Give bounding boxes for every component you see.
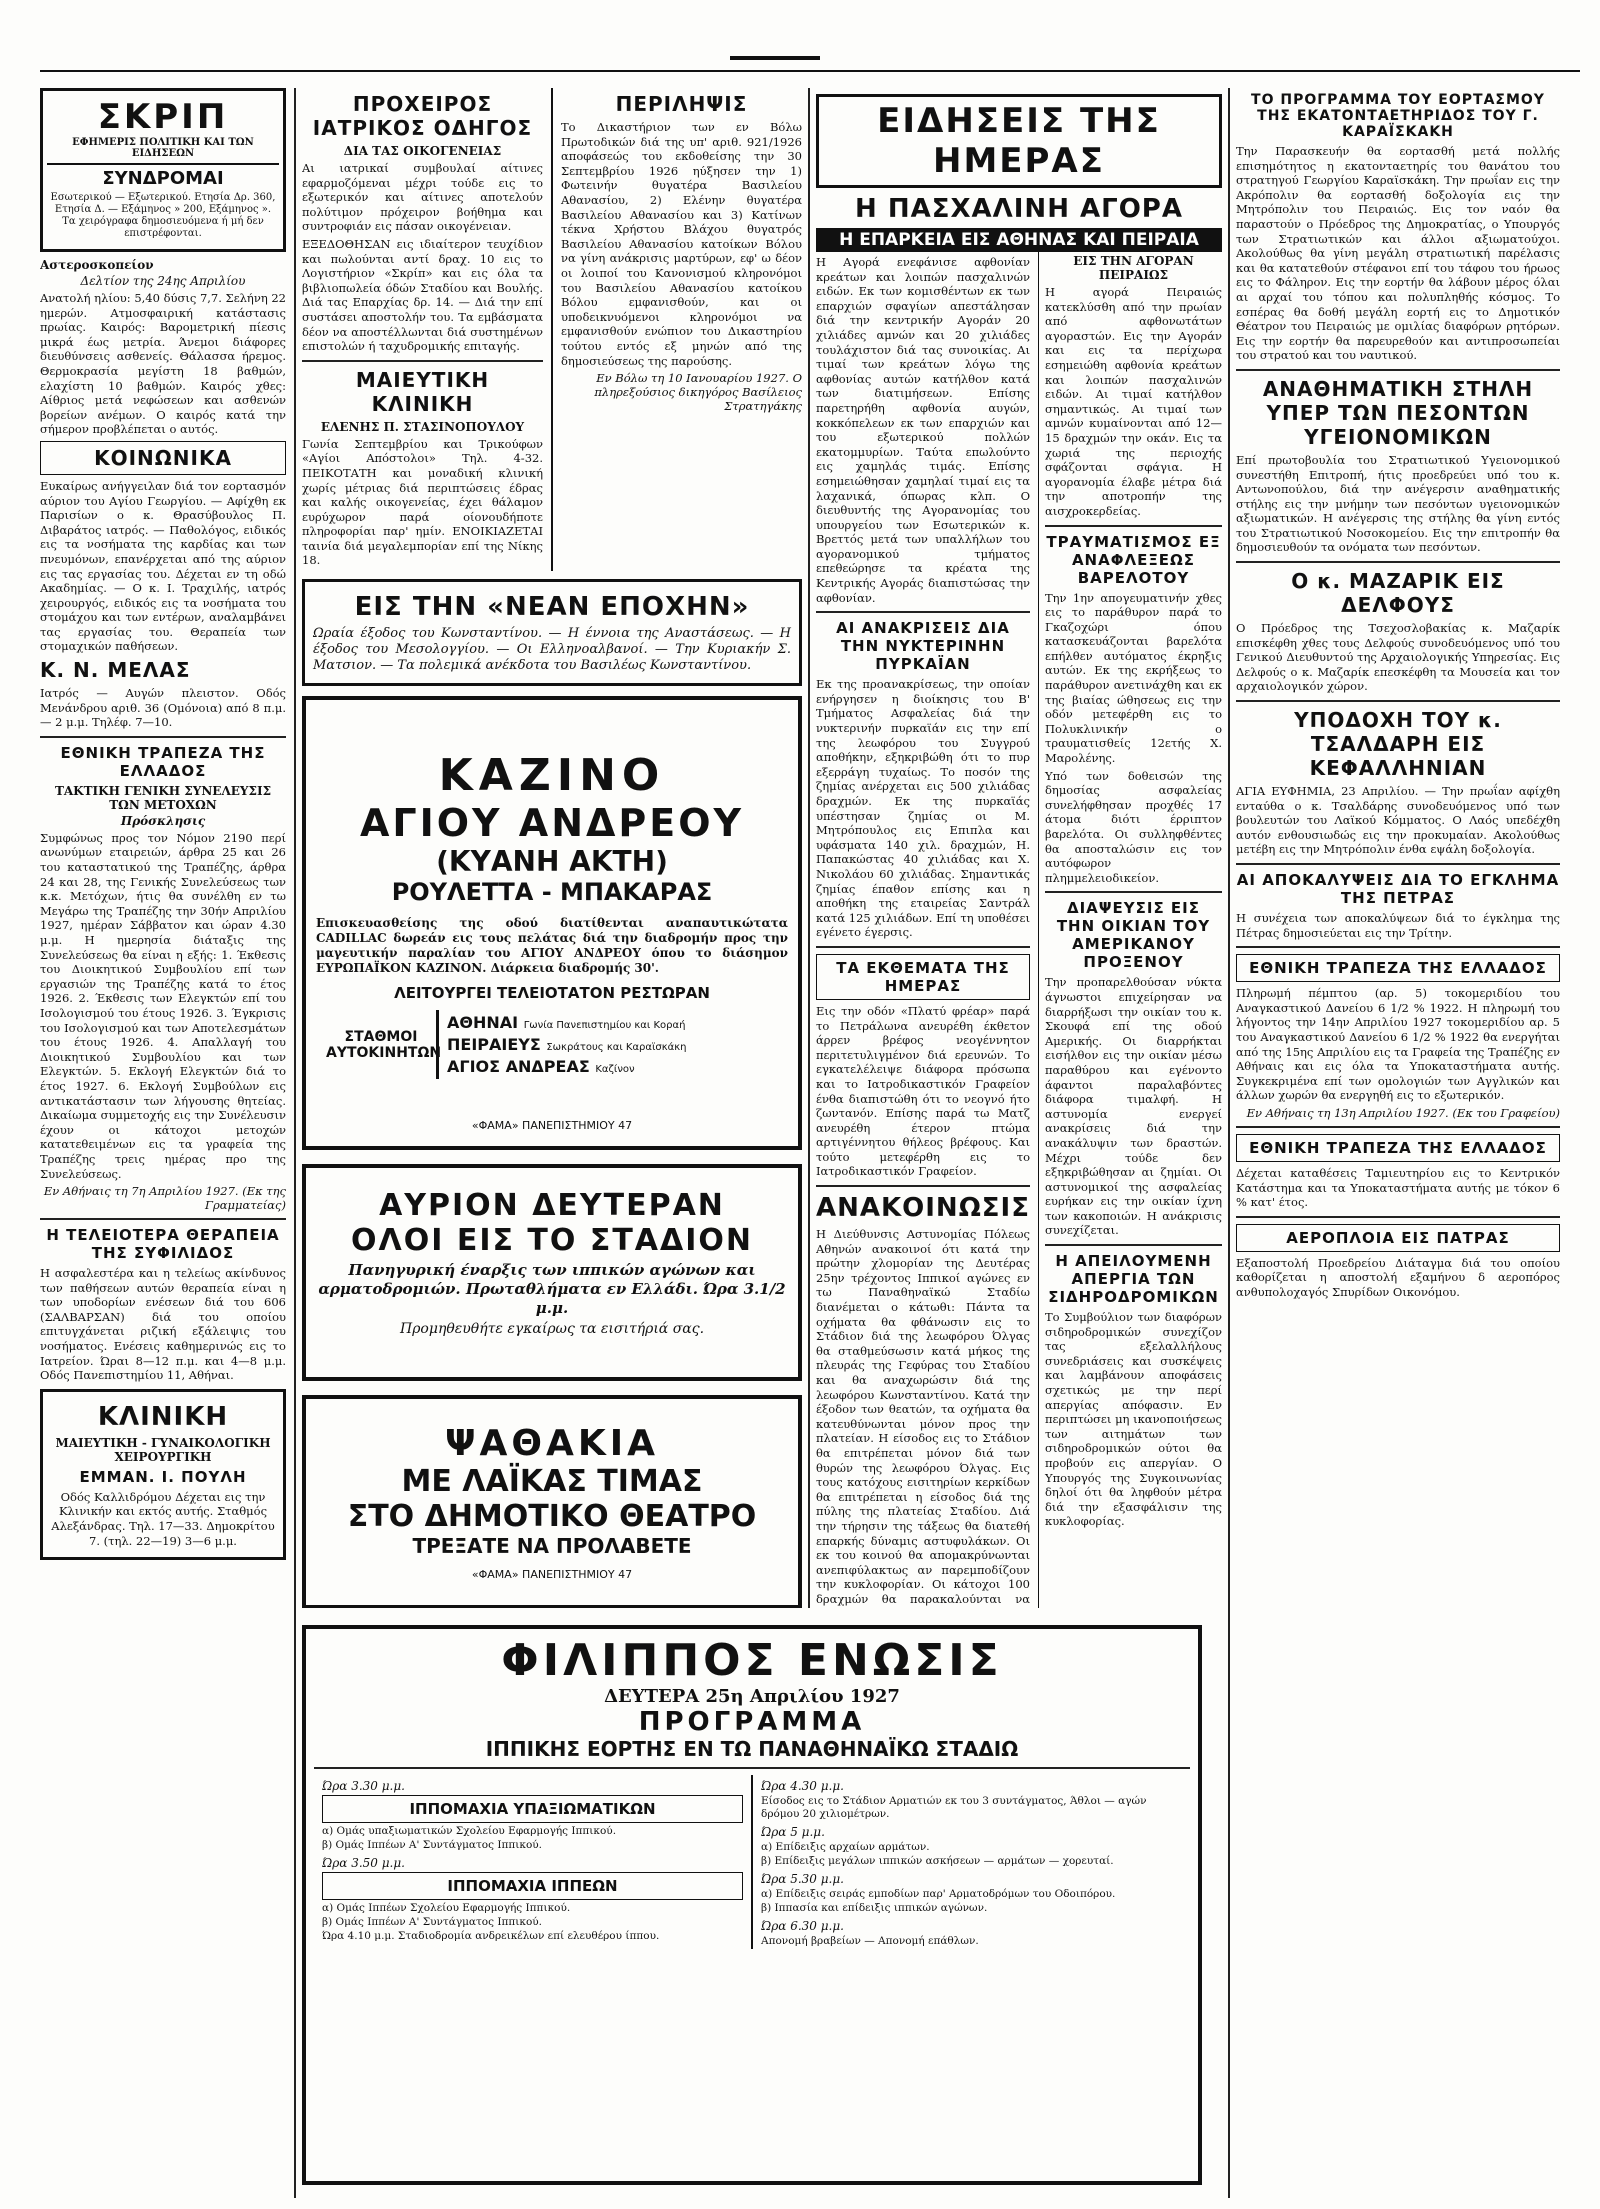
savings-heading: ΕΘΝΙΚΗ ΤΡΑΠΕΖΑ ΤΗΣ ΕΛΛΑΔΟΣ [1236, 1134, 1560, 1162]
nea-epochi-ad [302, 579, 802, 686]
station-athens: ΑΘΗΝΑΙ Γωνία Πανεπιστημίου και Κοραή [447, 1013, 686, 1033]
maternity-text: Γωνία Σεπτεμβρίου και Τρικούφων «Αγίοι Απόστολοι» Τηλ. 4-32. ΠΕΙΚΟΤΑΤΗ και μοναδική κλινική χωρίς μέτριας διά περιπτώσεις έδρας και καλής οικογενείας, έχει θάλαμον ευρύχωρον παρά οίονουδήποτε πληροφορίαι παρ' ημίν. ΕΝΟΙΚΙΑΖΕΤΑΙ ταινία διά μεγαλεμπορίαν επί της Νίκης 18. [302, 436, 543, 568]
accident-heading: ΤΡΑΥΜΑΤΙΣΜΟΣ ΕΞ ΑΝΑΦΛΕΞΕΩΣ ΒΑΡΕΛΟΤΟΥ [1046, 532, 1221, 587]
top-rule [40, 70, 1580, 72]
program-right [751, 1775, 1190, 1949]
medical-guide-subheading: ΔΙΑ ΤΑΣ ΟΙΚΟΓΕΝΕΙΑΣ [343, 144, 502, 158]
program-title: ΦΙΛΙΠΠΟΣ ΕΝΩΣΙΣ [501, 1635, 1003, 1686]
social-heading: ΚΟΙΝΩΝΙΚΑ [40, 441, 286, 475]
social-text-2: Ιατρός — Αυγών πλειστον. Οδός Μενάνδρου αριθ. 36 (Ομόνοια) από 8 π.μ. — 2 μ.μ. Τηλέφ. 7—10. [40, 686, 286, 730]
medical-guide [302, 88, 543, 571]
program-block: Ώρα 4.30 μ.μ. Είσοδος εις το Στάδιον Αρματιών εκ του 3 συντάγματος, Άθλοι — αγών δρόμου 20 χιλιομέτρων. [761, 1779, 1147, 1820]
casino-title: ΚΑΖΙΝΟ [438, 750, 666, 802]
clinic-heading: ΚΛΙΝΙΚΗ [97, 1401, 229, 1432]
casino-title-3: (ΚΥΑΝΗ ΑΚΤΗ) [436, 845, 668, 879]
tsaldaris-text: ΑΓΙΑ ΕΥΦΗΜΙΑ, 23 Απριλίου. — Την πρωΐαν αφίχθη ενταύθα ο κ. Τσαλδάρης συνοδευόμενος υπό των βουλευτών του Λαϊκού Κόμματος. Ο Λαός υπεδέχθη αυτόν ενθουσιωδώς εις την προκυμαίαν. Ακολούθως μετέβη εις την Μητρόπολιν ένθα εψάλη δοξολογία. [1236, 784, 1560, 857]
air-heading: ΑΕΡΟΠΛΟΙΑ ΕΙΣ ΠΑΤΡΑΣ [1236, 1224, 1560, 1252]
casino-text: Επισκευασθείσης της οδού διατίθενται αναπαυτικώτατα CADILLAC δωρεάν εις τους πελάτας διά την διαδρομήν προς την μαγευτικήν παραλίαν του ΑΓΙΟΥ ΑΝΔΡΕΟΥ όπου το διάσημον ΕΥΡΩΠΑΪΚΟΝ ΚΑΖΙΝΟΝ. Διάρκεια διαδρομής 30'. [316, 916, 788, 976]
mazarik-heading: Ο κ. ΜΑΖΑΡΙΚ ΕΙΣ ΔΕΛΦΟΥΣ [1291, 569, 1505, 618]
column-rule [294, 88, 296, 2198]
psathakia-heading-4: ΤΡΕΞΑΤΕ ΝΑ ΠΡΟΛΑΒΕΤΕ [412, 1534, 692, 1559]
therapy-heading: Η ΤΕΛΕΙΟΤΕΡΑ ΘΕΡΑΠΕΙΑ ΤΗΣ ΣΥΦΙΛΙΔΟΣ [46, 1226, 280, 1263]
program-block: Ώρα 6.30 μ.μ. Απονομή βραβείων — Απονομή επάθλων. [761, 1919, 979, 1947]
fama-credit: «ΦΑΜΑ» ΠΑΝΕΠΙΣΤΗΜΙΟΥ 47 [471, 1119, 633, 1133]
easter-text: Η Αγορά ενεφάνισε αφθονίαν κρεάτων και λοιπών πασχαλινών ειδών. Εκ των κομισθέντων εκ των επαρχιών σφαγίων απεστάλησαν διά την κεντρικήν Αγοράν 20 χιλιάδες αμνών και 20 χιλιάδες τουλάχιστον διά τας συνοικίας. Αι τιμαί των κρεάτων λόγω της αφθονίας αυτών κατήλθον κατά των διατιμήσεων. Επίσης παρετηρήθη αφθονία αυγών, κοκκόπελεων εκ των επαρχιών και του εξωτερικού πολλών εκατομμυρίων. Ταύτα επωλούντο εις χαμηλάς τιμάς. Επίσης εσημειώθησαν χαμηλαί τιμαί εις τα λαχανικά, όπωρας κλπ. Ο διευθυντής της Αγορανομίας του υπουργείου των Εσωτερικών κ. Βρεττός μετά των υπαλλήλων του αγορανομικού τμήματος επεθεώρησε τα κρέατα της Κεντρικής Αγοράς διαπιστώσας την αφθονίαν. [816, 255, 1030, 605]
clinic-name: ΕΜΜΑΝ. Ι. ΠΟΥΛΗ [79, 1467, 247, 1486]
news-banner: ΕΙΔΗΣΕΙΣ ΤΗΣ ΗΜΕΡΑΣ [816, 94, 1222, 188]
announcement-heading: ΑΝΑΚΟΙΝΩΣΙΣ [816, 1193, 1030, 1224]
nea-epochi-heading: ΕΙΣ ΤΗΝ «ΝΕΑΝ ΕΠΟΧΗΝ» [354, 592, 750, 623]
car-stations-label: ΣΤΑΘΜΟΙ ΑΥΤΟΚΙΝΗΤΩΝ [326, 1028, 442, 1061]
casino-restaurant: ΛΕΙΤΟΥΡΓΕΙ ΤΕΛΕΙΟΤΑΤΟΝ ΡΕΣΤΩΡΑΝ [394, 984, 710, 1003]
petras-text: Η συνέχεια των αποκαλύψεων διά το έγκλημα της Πέτρας δημοσιεύεται εις την Τρίτην. [1236, 911, 1560, 940]
stadium-note: Προμηθευθήτε εγκαίρως τα εισιτήριά σας. [399, 1321, 705, 1338]
summary-notice [551, 88, 802, 571]
summary-heading: ΠΕΡΙΛΗΨΙΣ [615, 92, 748, 116]
exhibit-text: Εις την οδόν «Πλατύ φρέαρ» παρά το Πετράλωνα ανευρέθη έκθετον άρρεν βρέφος νεογέννητον περιτετυλιγμένον διά ερευνών. Το εγκατελέλειψε διάφορα πρόσωπα και το Ιατροδικαστικόν Γραφείον ένθα διαπιστώθη ότι το νεογνό ήτο ζωντανόν. Επίσης παρά τω Ματζ ανευρέθη έτερον πτώμα αρτιγέννητου θήλεος βρέφους. Και τούτο μετεφέρθη εις το Ιατροδικαστικόν Γραφείον. [816, 1003, 1030, 1179]
accident-text-2: Υπό των δοθεισών της δημοσίας ασφαλείας συνελήφθησαν προχθές 17 άτομα διότι έρριπτον βαρελότα. Οι συλληφθέντες θα αποσταλώσιν εις τον αυτόφωρον πλημμελειοδικείον. [1045, 768, 1222, 885]
casino-title-2: ΑΓΙΟΥ ΑΝΔΡΕΟΥ [359, 801, 745, 846]
piraeus-text: Η αγορά Πειραιώς κατεκλύσθη από την πρωίαν από αφθονωτάτων αγοραστών. Εις την Αγοράν και εις τα περίχωρα εσημειώθη αφθονία κρεάτων και λοιπών πασχαλινών ειδών. Αι τιμαί κατήλθον σημαντικώς. Αι τιμαί των αμνών κυμαίνονται από 12—15 δραχμών την οκάν. Εις τα χωριά της περιοχής σφάζονται σφάγια. Η αγορανομία έλαβε μέτρα διά την αποτροπήν της αισχροκερδείας. [1045, 285, 1222, 518]
program-left [314, 1775, 751, 1949]
column-2 [302, 88, 802, 1608]
maternity-heading: ΜΑΙΕΥΤΙΚΗ ΚΛΙΝΙΚΗ [355, 367, 490, 416]
arrests-heading: ΑΙ ΑΝΑΚΡΙΣΕΙΣ ΔΙΑ ΤΗΝ ΝΥΚΤΕΡΙΝΗΝ ΠΥΡΚΑΪΑΝ [836, 619, 1010, 674]
savings-text: Δέχεται καταθέσεις Ταμιευτηρίου εις το Κεντρικόν Κατάστημα και τα Υποκαταστήματα αυτής με τόκον 6 % κατ' έτος. [1236, 1165, 1560, 1210]
stadium-heading: ΑΥΡΙΟΝ ΔΕΥΤΕΡΑΝ [379, 1188, 725, 1224]
tsaldaris-heading: ΥΠΟΔΟΧΗ ΤΟΥ κ. ΤΣΑΛΔΑΡΗ ΕΙΣ ΚΕΦΑΛΛΗΝΙΑΝ [1294, 708, 1502, 781]
program-grid [314, 1775, 1190, 1949]
news-columns [816, 252, 1222, 1608]
bank-notice-signature: Εν Αθήναις τη 13η Απριλίου 1927. (Εκ του Γραφείου) [1246, 1105, 1560, 1120]
subscriptions-text: Εσωτερικού — Εξωτερικού. Ετησία Δρ. 360, Ετησία Δ. — Εξάμηνος » 200, Εξάμηνος ». Τα χειρόγραφα δημοσιευόμενα ή μή δεν επιστρέφονται. [50, 192, 276, 239]
news-column-b [1038, 252, 1222, 1608]
bank-notice-text: Πληρωμή πέμπτου (αρ. 5) τοκομεριδίου του Αναγκαστικού Δανείου 6 1/2 % 1922. Η πληρωμή του λήγοντος την 14ην Απριλίου 1927 τοκομεριδίου αρ. 5 του Αναγκαστικού Δανείου 6 1/2 % 1922 θα ενεργήται από της 15ης Απριλίου εις τα Γραφεία της Τραπέζης εν Αθήναις και εις όλα τα Υποκαταστήματα αυτής. Συγκεκριμένα επί των ομολογιών των Αγγλικών και άλλων χωρών θα ενεργηθή εις το εξωτερικόν. [1236, 986, 1560, 1103]
subscriptions-title: ΣΥΝΔΡΟΜΑΙ [47, 163, 279, 189]
nea-epochi-text: Ωραία έξοδος του Κωνσταντίνου. — Η έννοια της Αναστάσεως. — Η έξοδος του Μεσολογγίου. — Οι Ελληνοαλβανοί. — Την Κυριακήν Σ. Ματσιον. — Τα πολεμικά ανέκδοτα του Βασιλέως Κωνσταντίνου. [313, 626, 791, 674]
weather-subheading: Δελτίον της 24ης Απριλίου [80, 274, 246, 288]
psathakia-heading-3: ΣΤΟ ΔΗΜΟΤΙΚΟ ΘΕΑΤΡΟ [347, 1499, 757, 1535]
accident-text: Την 1ην απογευματινήν χθες εις το παράθυρον παρά το Γκαζοχώρι όπου κατασκευάζονται βαρελότα επήλθεν αυτόματος έκρηξις αυτών. Εκ της εκρήξεως το παράθυρον ανετινάχθη και εκ της βιαίας ώθησεως εις την οδόν μετεφέρθη εις το Πολυκλινικήν ο τραυματισθείς 12ετής Χ. Μαρολένης. [1045, 590, 1222, 766]
column-rule-2 [808, 88, 810, 1608]
therapy-text: Η ασφαλεστέρα και η τελείως ακίνδυνος των παθήσεων αυτών θεραπεία είναι η των υποδορίων ενέσεων διά του 606 (ΣΑΛΒΑΡΣΑΝ) διά του οποίου επιτυγχάνεται ριζική εξάλειψις του νοσήματος. Ενέσεις καθημερινώς εις το Ιατρείον. Ώραι 8—12 π.μ. και 4—8 μ.μ. Οδός Πανεπιστημίου 11, Αθήναι. [40, 1266, 286, 1383]
air-text: Εξαποστολή Προεδρείου Διάταγμα διά του οποίου καθορίζεται η αποστολή εξαμήνου δ αεροπόρος ανθυπολοχαγός Σπυρίδων Οικονόμου. [1236, 1255, 1560, 1299]
station-piraeus: ΠΕΙΡΑΙΕΥΣ Σωκράτους και Καραϊσκάκη [447, 1035, 687, 1055]
medical-guide-text: Αι ιατρικαί συμβουλαί αίτινες εφαρμοζόμεναι μέχρι τούδε εις το εξωτερικόν και αίτινες αποτελούν πολύτιμον πρόχειρον βοήθημα και συντροφιάν εις πάσαν οικογένειαν. [302, 161, 543, 234]
psathakia-heading-2: ΜΕ ΛΑΪΚΑΣ ΤΙΜΑΣ [401, 1464, 703, 1500]
bank-signature: Εν Αθήναις τη 7η Απριλίου 1927. (Εκ της Γραμματείας) [43, 1184, 286, 1213]
petras-heading: ΑΙ ΑΠΟΚΑΛΥΨΕΙΣ ΔΙΑ ΤΟ ΕΓΚΛΗΜΑ ΤΗΣ ΠΕΤΡΑΣ [1236, 871, 1560, 907]
weather-heading: Αστεροσκοπείον [40, 258, 154, 272]
exhibit-heading: ΤΑ ΕΚΘΕΜΑΤΑ ΤΗΣ ΗΜΕΡΑΣ [816, 954, 1030, 1000]
bank-notice-heading: ΕΘΝΙΚΗ ΤΡΑΠΕΖΑ ΤΗΣ ΕΛΛΑΔΟΣ [1236, 954, 1560, 982]
medical-guide-heading: ΠΡΟΧΕΙΡΟΣ ΙΑΤΡΙΚΟΣ ΟΔΗΓΟΣ [312, 92, 533, 140]
rail-strike-heading: Η ΑΠΕΙΛΟΥΜΕΝΗ ΑΠΕΡΓΙΑ ΤΩΝ ΣΙΔΗΡΟΔΡΟΜΙΚΩΝ [1048, 1252, 1219, 1307]
psathakia-heading: ΨΑΘΑΚΙΑ [444, 1423, 660, 1465]
car-stations-list [436, 1010, 686, 1079]
program-block: Ώρα 5 μ.μ. α) Επίδειξις αρχαίων αρμάτων. β) Επίδειξις μεγάλων ιππικών ασκήσεων — αρμάτων — χορευταί. [761, 1825, 1114, 1867]
masthead-title: ΣΚΡΙΠ [97, 97, 229, 137]
car-stations [326, 1010, 778, 1079]
piraeus-heading: ΕΙΣ ΤΗΝ ΑΓΟΡΑΝ ΠΕΙΡΑΙΩΣ [1073, 254, 1194, 282]
masthead-subtitle: ΕΦΗΜΕΡΙΣ ΠΟΛΙΤΙΚΗ ΚΑΙ ΤΩΝ ΕΙΔΗΣΕΩΝ [72, 137, 254, 159]
mazarik-text: Ο Πρόεδρος της Τσεχοσλοβακίας κ. Μαζαρίκ επισκέφθη χθες τους Δελφούς συνοδευόμενος υπό του Γενικού Διευθυντού της Αρχαιολογικής Υπηρεσίας. Εις Δελφούς ο κ. Μαζαρίκ επεσκέφθη τα Μουσεία και τον αρχαιολογικόν χώρον. [1236, 621, 1560, 694]
column-1 [40, 88, 286, 2198]
arrests-text: Εκ της προανακρίσεως, την οποίαν ενήργησεν η διοίκησις του Β' Τμήματος Ασφαλείας διά την νυκτερινήν πυρκαϊάν εις την επί της λεωφόρου του Συγγρού αποθήκην, εξηκριβώθη ότι το πυρ εξερράγη τυχαίως. Το ποσόν της ζημίας ανέρχεται εις 500 χιλιάδας δραχμών. Εκ της πυρκαϊάς υπέστησαν ζημίας οι Μ. Μητρόπουλος εις Επιπλα και υφάσματα 140 χιλ. δραχμών, Η. Παπακώστας 40 χιλιάδας και Χ. Νικολάου 60 χιλιάδας. Σημαντικάς ζημίας έπαθον επίσης και η αποθήκη της εταιρείας Σαντράλ κατά 125 χιλιάδων. Επί τη υποθέσει εγένετο έγερσις. [816, 677, 1030, 940]
stadium-heading-2: ΟΛΟΙ ΕΙΣ ΤΟ ΣΤΑΔΙΟΝ [351, 1223, 753, 1259]
psathakia-ad [302, 1395, 802, 1608]
stadium-ad [302, 1164, 802, 1381]
anniversary-text: Την Παρασκευήν θα εορτασθή μετά πολλής επισημότητος η εκατονταετηρίς του θανάτου του στρατηγού Γεωργίου Καραϊσκάκη. Την πρωΐαν εις την Ακρόπολιν θα εορτασθή δοξολογία εις την Μητρόπολιν του Πειραιώς. Εις τον ναόν θα παραστούν ο Πρόεδρος της Δημοκρατίας, ο Υπουργός των Στρατιωτικών και άλλοι αξιωματούχοι. Ακολούθως θα γίνη μεγάλη στρατιωτική παρέλασις και θα κατατεθούν στέφανοι επί του τάφου του ήρωος εις το Φάληρον. Εις την εορτήν θα λάβουν μέρος όλαι αι αρχαί του τόπου και πολυπληθής κόσμος. Το εσπέρας θα δοθή μεγάλη εορτή εις το Δημοτικόν Θέατρον του Πειραιώς με ομιλίας διαφόρων ρητόρων. Εις την εορτήν θα παρευρεθούν και αντιπροσωπείαι του στρατού και του ναυτικού. [1236, 144, 1560, 363]
column-2-top [302, 88, 802, 571]
casino-ad [302, 696, 802, 1150]
news-column-a [816, 252, 1030, 1608]
program-block: Ώρα 3.30 μ.μ. ΙΠΠΟΜΑΧΙΑ ΥΠΑΞΙΩΜΑΤΙΚΩΝ α) Ομάς υπαξιωματικών Σχολείου Εφαρμογής Ιππικού. β) Ομάς Ιππέων Α' Συντάγματος Ιππικού. [322, 1779, 743, 1852]
maternity-subheading: ΕΛΕΝΗΣ Π. ΣΤΑΣΙΝΟΠΟΥΛΟΥ [320, 419, 525, 434]
horse-program [302, 1625, 1202, 2185]
clinic-ad [40, 1389, 286, 1560]
bank-subheading-2: Πρόσκλησις [120, 813, 206, 828]
masthead [40, 88, 286, 252]
memorial-text: Επί πρωτοβουλία του Στρατιωτικού Υγειονομικού συνεστήθη Επιτροπή, ήτις προεδρεύει υπό του κ. Αντωνοπούλου, διά την ανέγερσιν αναθηματικής στήλης εις την μνήμην των πεσόντων υγειονομικών αξιωματικών. Η ανέγερσις της στήλης θα γίνη εντός του Στρατιωτικού Νοσοκομείου. Εις την επιτροπήν θα δημοσιευθούν τα ονόματα των πεσόντων. [1236, 452, 1560, 555]
social-name: Κ. Ν. ΜΕΛΑΣ [40, 658, 191, 683]
program-head: ΠΡΟΓΡΑΜΜΑ [638, 1707, 866, 1737]
program-subheading: ΙΠΠΙΚΗΣ ΕΟΡΤΗΣ ΕΝ ΤΩ ΠΑΝΑΘΗΝΑΪΚΩ ΣΤΑΔΙΩ [485, 1737, 1019, 1761]
announcement-text: Η Διεύθυνσις Αστυνομίας Πόλεως Αθηνών ανακοινοί ότι κατά την πρώτην χλομορίαν της Δευτέρας 25ην τρέχοντος Ιππικοί αγώνες εν τω Παναθηναϊκώ Σταδίω διανέμεται ο κάτωθι: Πάντα τα οχήματα θα φθάνωσιν εις το Στάδιον διά της λεωφόρου Όλγας θα σταθμεύσωσιν κατά μήκος της πλευράς της Γεφύρας του Σταδίου και θα αναχωρώσιν διά της λεωφόρου Κωνσταντίνου. Κατά την έξοδον των θεατών, τα οχήματα θα κατευθύνωνται μόνον προς την πλατείαν. Η είσοδος εις το Στάδιον θα επιτρέπεται μόνον διά των θυρών της λεωφόρου Όλγας. Εις τους κατόχους εισιτηρίων κερκίδων θα επιτρέπεται η είσοδος διά της πύλης της πλατείας Σταδίου. Διά την τήρησιν της τάξεως θα διατεθή επαρκής δύναμις αστυφυλάκων. Οι εκ του κοινού θα απομακρύνωνται ανεπιφύλακτως αν παρεμποδίζουν την κυκλοφορίαν. Οι κάτοχοι 100 δραχμών θα παρακαλούνται να [816, 1227, 1030, 1606]
casino-title-4: ΡΟΥΛΕΤΤΑ - ΜΠΑΚΑΡΑΣ [391, 878, 713, 907]
social-text: Ευκαίρως ανήγγειλαν διά τον εορτασμόν αύριον του Αγίου Γεωργίου. — Αφίχθη εκ Παρισίων ο κ. Θρασύβουλος Π. Διβαράτος ιατρός. — Παθολόγος, ειδικός εις τα νοσήματα της καρδίας και των πνευμόνων, επανέρχεται από της αύριον εις τας εργασίας του. Δέχεται εν τη οδώ Ακαδημίας. — Ο κ. Ι. Τραχιλής, ιατρός χειρουργός, ειδικός εις τα νοσήματα του στομάχου και των εντέρων, αναλαμβάνει τας εργασίας του. Θεραπεία των στομαχικών παθήσεων. [40, 478, 286, 654]
summary-signature: Εν Βόλω τη 10 Ιανουαρίου 1927. Ο πληρεξούσιος δικηγόρος Βασίλειος Στρατηγάκης [594, 371, 802, 414]
bank-heading: ΕΘΝΙΚΗ ΤΡΑΠΕΖΑ ΤΗΣ ΕΛΛΑΔΟΣ [60, 743, 266, 780]
rail-strike-text: Το Συμβούλιον των διαφόρων σιδηροδρομικών συνεχίζον τας εξελαλλήλους συνεδριάσεις και συσκέψεις και λαμβάνουν αποφάσεις σχετικώς με την περί απεργίας απόφασιν. Εν περιπτώσει μη ικανοποιήσεως των αιτημάτων των σιδηροδρομικών ούτοι θα προβούν εις απεργίαν. Ο Υπουργός της Συγκοινωνίας δηλοί ότι θα ληφθούν μέτρα διά την εξασφάλισιν της κυκλοφορίας. [1045, 1310, 1222, 1529]
bank-text: Συμφώνως προς τον Νόμον 2190 περί ανωνύμων εταιρειών, άρθρα 25 και 26 του καταστατικού της Τραπέζης, άρθρα 24 και 28, της Γενικής Συνελεύσεως των κ.κ. Μετόχων, ήτις θα συνέλθη εν τω Μεγάρω της Τραπέζης την 30ήν Απριλίου 1927, ημέραν Σάββατον και ώραν 4.30 μ.μ. Η ημερησία διάταξις της Συνελεύσεως θα είναι η εξής: 1. Έκθεσις του Διοικητικού Συμβουλίου επί των εργασιών της Τραπέζης κατά το έτος 1926. 2. Έκθεσις των Ελεγκτών επί του Ισολογισμού του έτους 1926. 3. Έγκρισις του Ισολογισμού και των Αποτελεσμάτων του έτους 1926. 4. Απαλλαγή του Διοικητικού Συμβουλίου και των Ελεγκτών. 5. Εκλογή Ελεγκτών διά το έτος 1927. 6. Εκλογή Συμβούλων εις αντικατάστασιν των λήγουσης θητείας. Δικαίωμα συμμετοχής εις την Συνέλευσιν έχουν οι κάτοχοι μετοχών κατατεθειμένων εις τα γραφεία της Τραπέζης τρεις ημέρας προ της Συνελεύσεως. [40, 830, 286, 1181]
program-block: Ώρα 3.50 μ.μ. ΙΠΠΟΜΑΧΙΑ ΙΠΠΕΩΝ α) Ομάς Ιππέων Σχολείου Εφαρμογής Ιππικού. β) Ομάς Ιππέων Α' Συντάγματος Ιππικού. Ώρα 4.10 μ.μ. Σταδιοδρομία ανδρεικέλων επί ελευθέρου ίππου. [322, 1856, 743, 1943]
clinic-subheading: ΜΑΙΕΥΤΙΚΗ - ΓΥΝΑΙΚΟΛΟΓΙΚΗ ΧΕΙΡΟΥΡΓΙΚΗ [55, 1435, 271, 1464]
memorial-heading: ΑΝΑΘΗΜΑΤΙΚΗ ΣΤΗΛΗ ΥΠΕΡ ΤΩΝ ΠΕΣΟΝΤΩΝ ΥΓΕΙΟΝΟΜΙΚΩΝ [1262, 376, 1534, 449]
weather-text: Ανατολή ηλίου: 5,40 δύσις 7,7. Σελήνη 22 ημερών. Ατμοσφαιρική κατάστασις πρωίας. Καιρός: Βαρομετρική πίεσις μικρά έως μετρία. Άνεμοι διάφορες διευθύνσεις ασθενείς. Θάλασσα ήρεμος. Θερμοκρασία μεγίστη 18 βαθμών, ελαχίστη 10 βαθμών. Καιρός χθες: Αίθριος μετά νεφώσεων και ασθενών βορείων ανέμων. Ο καιρός κατά την σήμερον προβλέπεται ο αυτός. [40, 291, 286, 437]
stadium-text: Πανηγυρική έναρξις των ιππικών αγώνων και αρματοδρομιών. Πρωταθλήματα εν Ελλάδι. Ώρα 3.1/2 μ.μ. [318, 1261, 786, 1318]
medical-guide-text-2: ΕΞΕΔΟΘΗΣΑΝ εις ιδιαίτερον τευχίδιον και πωλούνται αντί δραχ. 10 εις το Λογιστήριον «Σκρίπ» και εις όλα τα βιβλιοπωλεία όδών Σταδίου και Βουλής. Διά τας Επαρχίας δρ. 14. — Διά την επί συστάσει αποστολήν του. Τα εμβάσματα δέον να αποστέλλωνται διά συστημένων επιστολών ή ταχυδρομικής επιταγής. [302, 236, 543, 354]
station-agios-andreas: ΑΓΙΟΣ ΑΝΔΡΕΑΣ Καζίνον [447, 1057, 635, 1077]
column-4 [1236, 88, 1560, 2198]
fama-credit-2: «ΦΑΜΑ» ΠΑΝΕΠΙΣΤΗΜΙΟΥ 47 [471, 1568, 633, 1582]
top-ornament [730, 56, 820, 60]
burglary-heading: ΔΙΑΨΕΥΣΙΣ ΕΙΣ ΤΗΝ ΟΙΚΙΑΝ ΤΟΥ ΑΜΕΡΙΚΑΝΟΥ ΠΡΟΞΕΝΟΥ [1056, 899, 1211, 972]
easter-subheading: Η ΕΠΑΡΚΕΙΑ ΕΙΣ ΑΘΗΝΑΣ ΚΑΙ ΠΕΙΡΑΙΑ [816, 228, 1222, 252]
anniversary-heading: ΤΟ ΠΡΟΓΡΑΜΜΑ ΤΟΥ ΕΟΡΤΑΣΜΟΥ ΤΗΣ ΕΚΑΤΟΝΤΑΕΤΗΡΙΔΟΣ ΤΟΥ Γ. ΚΑΡΑΪΣΚΑΚΗ [1251, 92, 1545, 140]
column-3 [816, 88, 1222, 1608]
burglary-text: Την προπαρελθούσαν νύκτα άγνωστοι επιχείρησαν να διαρρήξωσι την οικίαν του κ. Σκουφά επί της οδού Αμερικής. Οι διαρρήκται εισήλθον εις την οικίαν μέσω παραθύρου και εγένοντο άφαντοι παραλαβόντες διάφορα τιμαλφή. Η αστυνομία ενεργεί ανακρίσεις διά την ανακάλυψιν των δραστών. Μέχρι τούδε δεν εξηκριβώθησαν αι ζημίαι. Οι αστυνομικοί της ασφαλείας ευρήκαν εις την οικίαν ίχνη των κακοποιών. Η ανάκρισις συνεχίζεται. [1045, 975, 1222, 1238]
column-rule-3 [1228, 88, 1230, 2198]
program-date: ΔΕΥΤΕΡΑ 25η Απριλίου 1927 [604, 1686, 900, 1707]
bank-subheading: ΤΑΚΤΙΚΗ ΓΕΝΙΚΗ ΣΥΝΕΛΕΥΣΙΣ ΤΩΝ ΜΕΤΟΧΩΝ [54, 783, 272, 812]
clinic-text: Οδός Καλλιδρόμου Δέχεται εις την Κλινικήν και εκτός αυτής. Σταθμός Αλεξάνδρας. Τηλ. 17—33. Δημοκρίτου 7. (τηλ. 22—19) 3—6 μ.μ. [51, 1489, 275, 1548]
summary-text: Το Δικαστήριον των εν Βόλω Πρωτοδικών διά της υπ' αριθ. 921/1926 αποφάσεώς του εκδοθείσης την 30 Σεπτεμβρίου 1926 ηύξησεν την 1) Φωτεινήν θυγατέρα Βασιλείου Αθανασίου, 2) Ελένην θυγατέρα Βασιλείου Αθανασίου και 3) Κατίνων τέκνα Χρήστου Βλάχου θυγατρός Βασιλείου Αθανασίου κατοίκων Βόλου να γίνη ανάκρισις μαρτύρων, εφ' ω δέον οι λοιποί του Κανονισμού κληρονόμοι του Βασιλείου Αθανασίου κατοίκου Βόλου εμφανισθούν, και οι υποδεικνυόμενοι κληρονόμοι να εμφανισθούν ενώπιον του Δικαστηρίου τούτου εντός εξ μηνών από της δημοσιεύσεως της παρούσης. [561, 120, 802, 368]
program-block: Ώρα 5.30 μ.μ. α) Επίδειξις σειράς εμποδίων παρ' Αρματοδρόμων του Οδοιπόρου. β) Ιππασία και επίδειξις ιππικών αγώνων. [761, 1872, 1116, 1914]
easter-heading: Η ΠΑΣΧΑΛΙΝΗ ΑΓΟΡΑ [855, 194, 1183, 224]
